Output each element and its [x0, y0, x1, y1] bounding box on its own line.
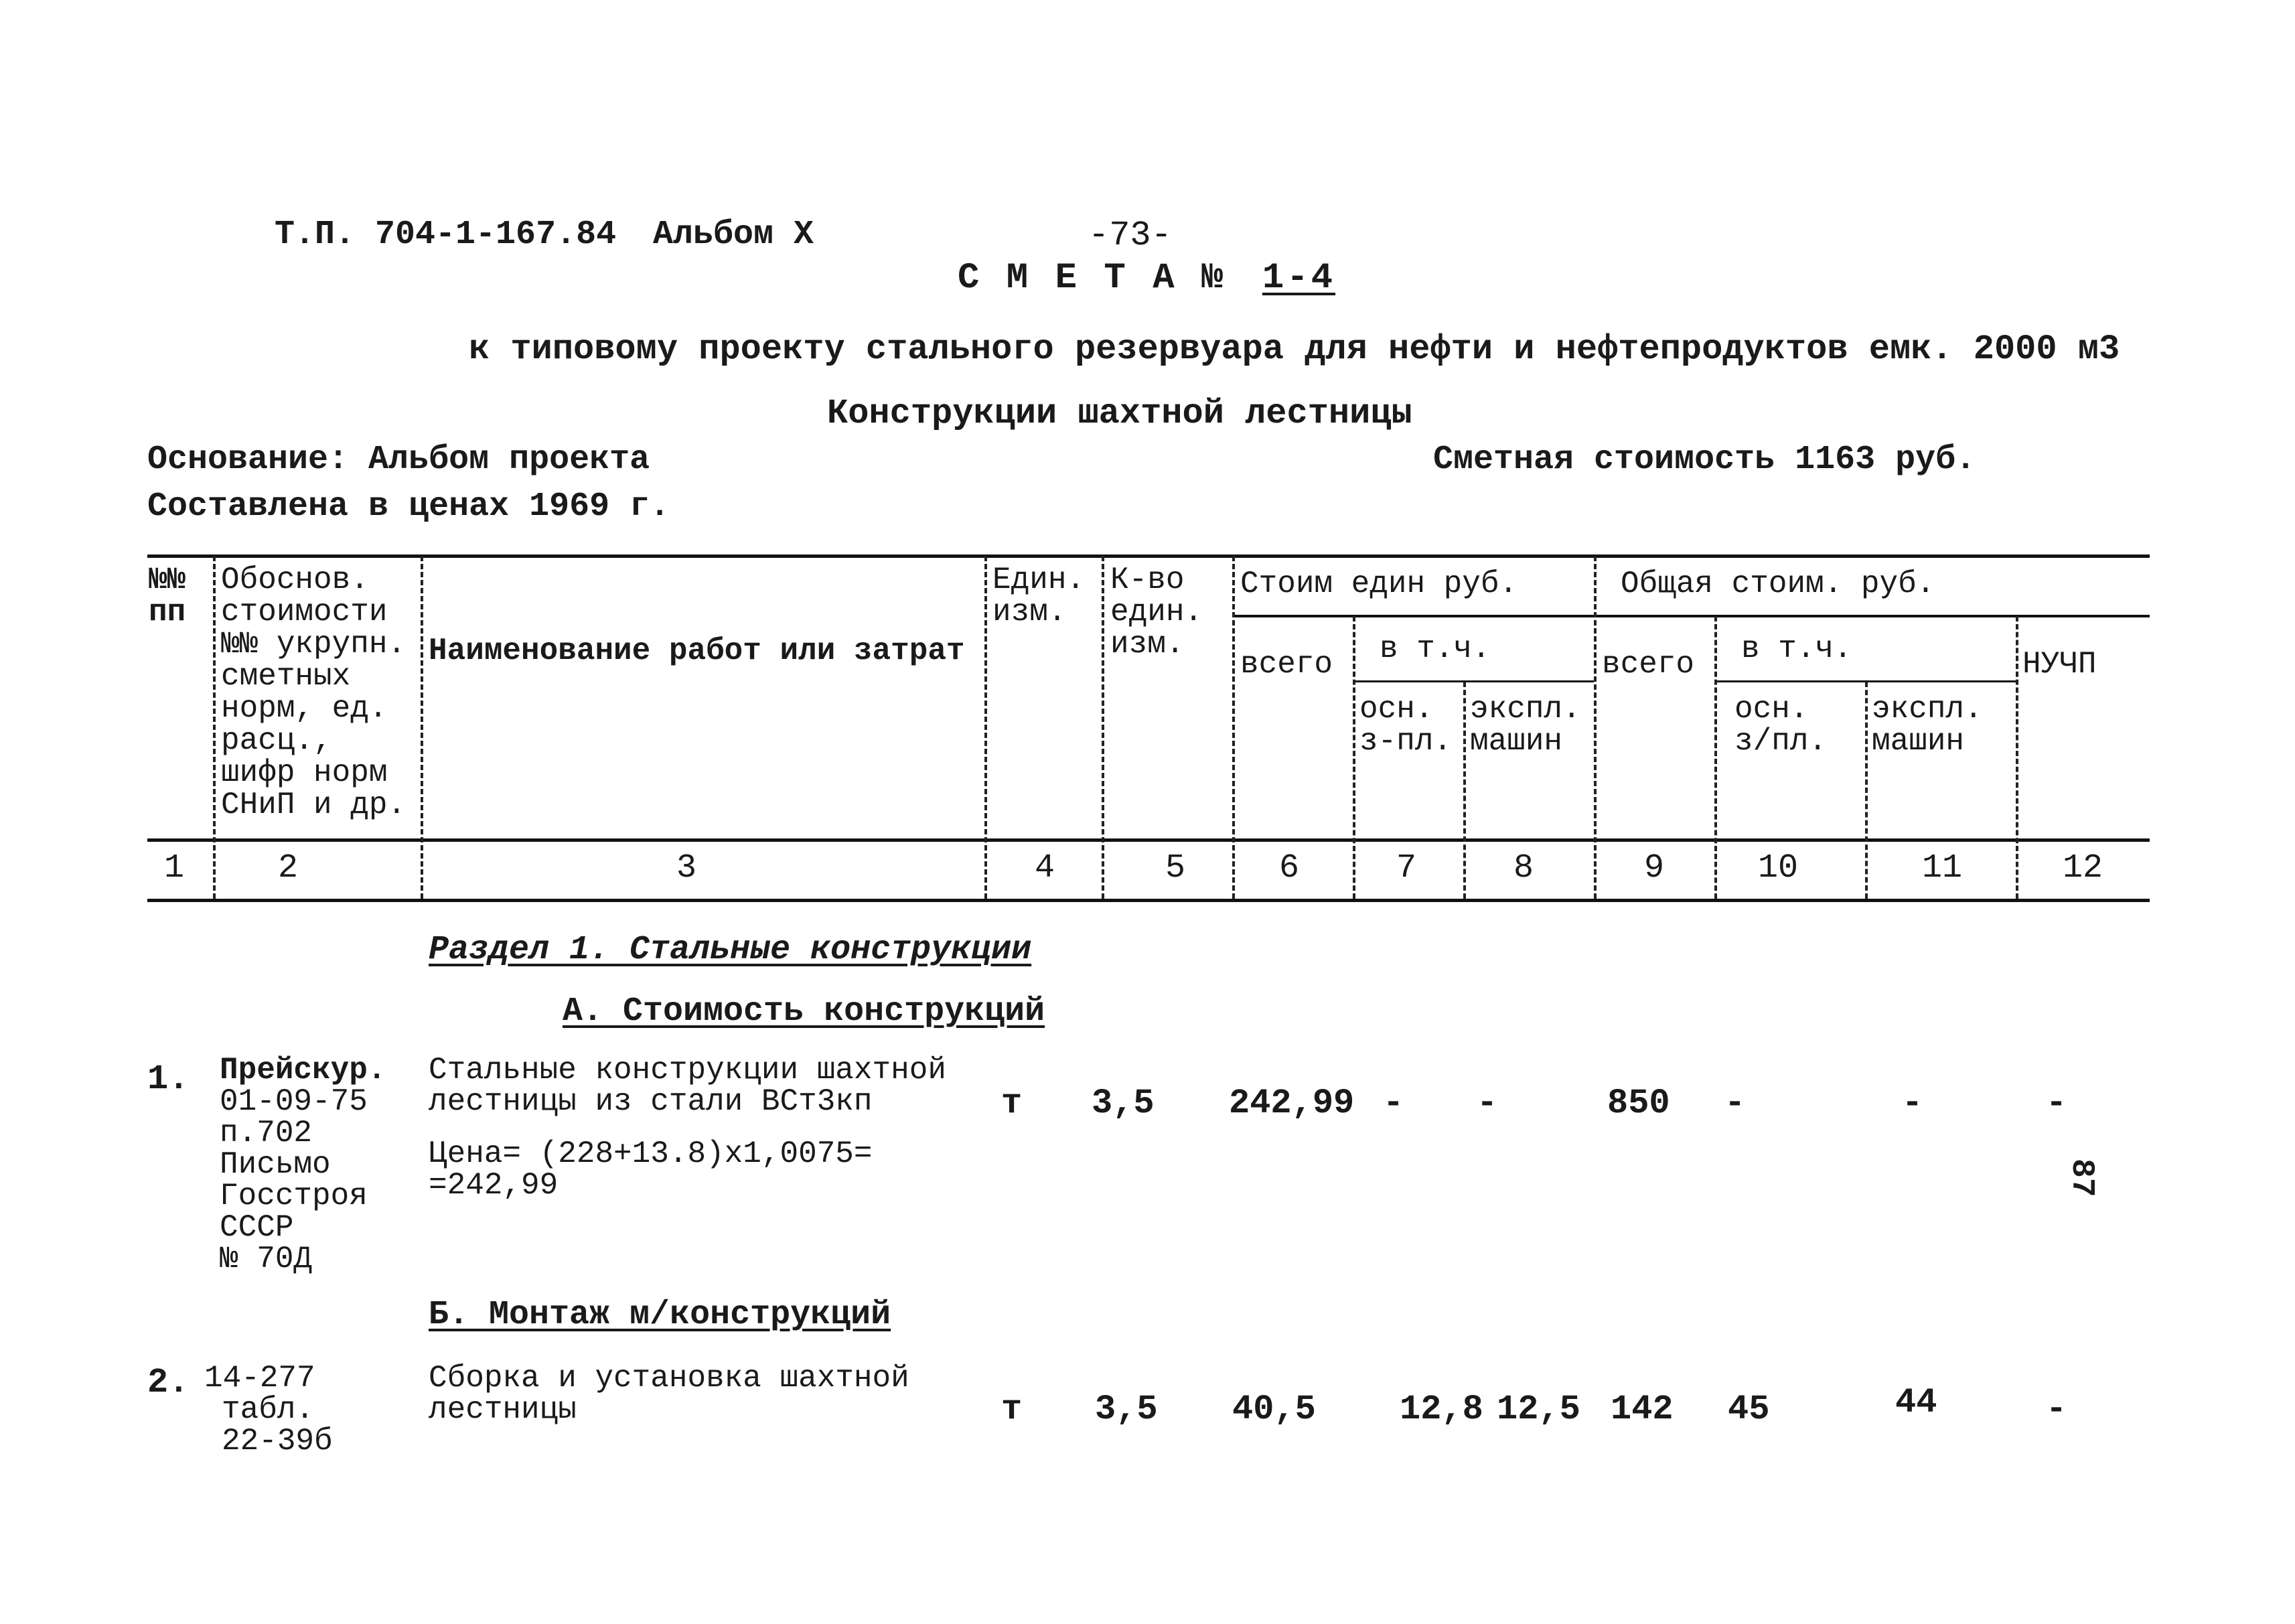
- header-col-1: №№ пп: [149, 563, 186, 630]
- estimate-subtitle: к типовому проекту стального резервуара для нефти и нефтепродуктов емк. 2000 м3: [469, 329, 2120, 369]
- row-1-basis: [220, 1055, 386, 1275]
- col-number-11: 11: [1922, 849, 1963, 887]
- header-unit-cost-group: Стоим един руб.: [1240, 567, 1518, 601]
- vline-4: [1102, 556, 1104, 899]
- row-2-name-line-1: Сборка и установка шахтной: [429, 1361, 909, 1396]
- row-2-basis-line-2: табл.: [222, 1392, 315, 1427]
- header-col-8: экспл. машин: [1470, 692, 1581, 759]
- row-1-machines: -: [1477, 1084, 1498, 1123]
- subsection-b-title: Б. Монтаж м/конструкций: [429, 1296, 891, 1334]
- vline-9: [1714, 616, 1717, 899]
- col-number-4: 4: [1035, 849, 1055, 887]
- side-page-mark: 87: [2063, 1159, 2099, 1197]
- row-1-nuchp: -: [2046, 1084, 2067, 1123]
- row-1-basis-line-7: № 70Д: [220, 1242, 313, 1276]
- header-col-7: осн. з-пл.: [1359, 692, 1453, 759]
- col-number-1: 1: [164, 849, 185, 887]
- vline-2: [421, 556, 423, 899]
- row-2-name-line-2: лестницы: [429, 1392, 577, 1427]
- row-1-name-line-2: лестницы из стали ВСт3кп: [429, 1084, 873, 1119]
- row-2-nuchp: -: [2046, 1390, 2067, 1429]
- basis-text: Основание: Альбом проекта: [147, 441, 650, 479]
- row-1-basis-line-6: СССР: [220, 1210, 294, 1245]
- header-tch-1: в т.ч.: [1380, 632, 1491, 666]
- row-1-name: [429, 1055, 946, 1118]
- row-1-unit: т: [1001, 1084, 1023, 1123]
- row-2-wage: 12,8: [1400, 1390, 1483, 1429]
- colnum-bottom-rule: [147, 899, 2150, 902]
- header-total-cost-group: Общая стоим. руб.: [1621, 567, 1935, 601]
- document-code: Т.П. 704-1-167.84: [275, 216, 617, 254]
- row-1-total-machines: -: [1902, 1084, 1923, 1123]
- row-2-name: [429, 1363, 909, 1426]
- row-2-qty: 3,5: [1095, 1390, 1158, 1429]
- col-number-8: 8: [1513, 849, 1534, 887]
- row-1-unit-cost: 242,99: [1229, 1084, 1355, 1123]
- row-2-total: 142: [1611, 1390, 1674, 1429]
- col-number-5: 5: [1165, 849, 1186, 887]
- page-number: -73-: [1088, 216, 1172, 255]
- vline-8: [1594, 556, 1597, 899]
- row-2-machines: 12,5: [1497, 1390, 1580, 1429]
- row-1-basis-line-4: Письмо: [220, 1147, 331, 1182]
- group-subhead-rule: [1232, 615, 2150, 617]
- row-2-number: 2.: [147, 1363, 190, 1402]
- header-col-3: Наименование работ или затрат: [429, 634, 965, 668]
- header-bottom-rule: [147, 838, 2150, 842]
- row-1-price-formula: [429, 1138, 873, 1201]
- row-1-basis-line-5: Госстроя: [220, 1179, 368, 1213]
- header-col-6: всего: [1240, 647, 1333, 682]
- section-1-title: Раздел 1. Стальные конструкции: [429, 931, 1032, 969]
- header-col-11: экспл. машин: [1872, 692, 1983, 759]
- row-1-price-line-2: =242,99: [429, 1168, 559, 1203]
- header-col-10: осн. з/пл.: [1734, 692, 1828, 759]
- header-col-9: всего: [1602, 647, 1695, 682]
- estimate-number: 1-4: [1262, 258, 1336, 299]
- row-1-qty: 3,5: [1092, 1084, 1155, 1123]
- row-2-basis: [204, 1363, 333, 1457]
- subsection-a-title: А. Стоимость конструкций: [563, 992, 1045, 1031]
- row-1-basis-line-3: п.702: [220, 1116, 313, 1151]
- vline-3: [984, 556, 987, 899]
- col-number-10: 10: [1758, 849, 1799, 887]
- vline-10: [1865, 682, 1868, 899]
- header-col-2: Обоснов. стоимости №№ укрупн. сметных норм, ед. расц., шифр норм СНиП и др.: [221, 563, 406, 822]
- estimated-cost: Сметная стоимость 1163 руб.: [1433, 441, 1976, 479]
- col-number-7: 7: [1396, 849, 1417, 887]
- row-1-total: 850: [1607, 1084, 1670, 1123]
- vline-1: [213, 556, 216, 899]
- vline-6: [1353, 616, 1355, 899]
- row-1-total-wage: -: [1724, 1084, 1746, 1123]
- header-col-5: К-во един. изм.: [1110, 563, 1203, 662]
- header-col-4: Един. изм.: [992, 563, 1086, 630]
- row-1-basis-line-1: Прейскур.: [220, 1053, 386, 1088]
- row-2-unit: т: [1001, 1390, 1023, 1429]
- row-2-basis-line-1: 14-277: [204, 1361, 315, 1396]
- header-tch-2: в т.ч.: [1741, 632, 1852, 666]
- estimate-subtitle-2: Конструкции шахтной лестницы: [827, 394, 1412, 433]
- tch-rule-1: [1353, 680, 1594, 682]
- col-number-6: 6: [1279, 849, 1300, 887]
- vline-7: [1463, 682, 1466, 899]
- row-2-unit-cost: 40,5: [1232, 1390, 1316, 1429]
- col-number-9: 9: [1644, 849, 1665, 887]
- table-top-rule: [147, 555, 2150, 558]
- col-number-3: 3: [676, 849, 697, 887]
- row-1-price-line-1: Цена= (228+13.8)х1,0075=: [429, 1136, 873, 1171]
- row-1-wage: -: [1383, 1084, 1404, 1123]
- album-label: Альбом X: [653, 216, 814, 254]
- col-number-2: 2: [278, 849, 299, 887]
- vline-5: [1232, 556, 1235, 899]
- estimate-title-prefix: С М Е Т А №: [958, 258, 1226, 299]
- header-col-12: НУЧП: [2022, 647, 2097, 682]
- row-2-total-machines: 44: [1895, 1383, 1937, 1422]
- row-2-basis-line-3: 22-39б: [222, 1424, 333, 1459]
- col-number-12: 12: [2063, 849, 2103, 887]
- row-1-number: 1.: [147, 1059, 190, 1099]
- row-2-total-wage: 45: [1728, 1390, 1770, 1429]
- row-1-name-line-1: Стальные конструкции шахтной: [429, 1053, 946, 1088]
- row-1-basis-line-2: 01-09-75: [220, 1084, 368, 1119]
- prices-text: Составлена в ценах 1969 г.: [147, 488, 670, 526]
- estimate-title: [958, 258, 1335, 299]
- vline-11: [2016, 616, 2018, 899]
